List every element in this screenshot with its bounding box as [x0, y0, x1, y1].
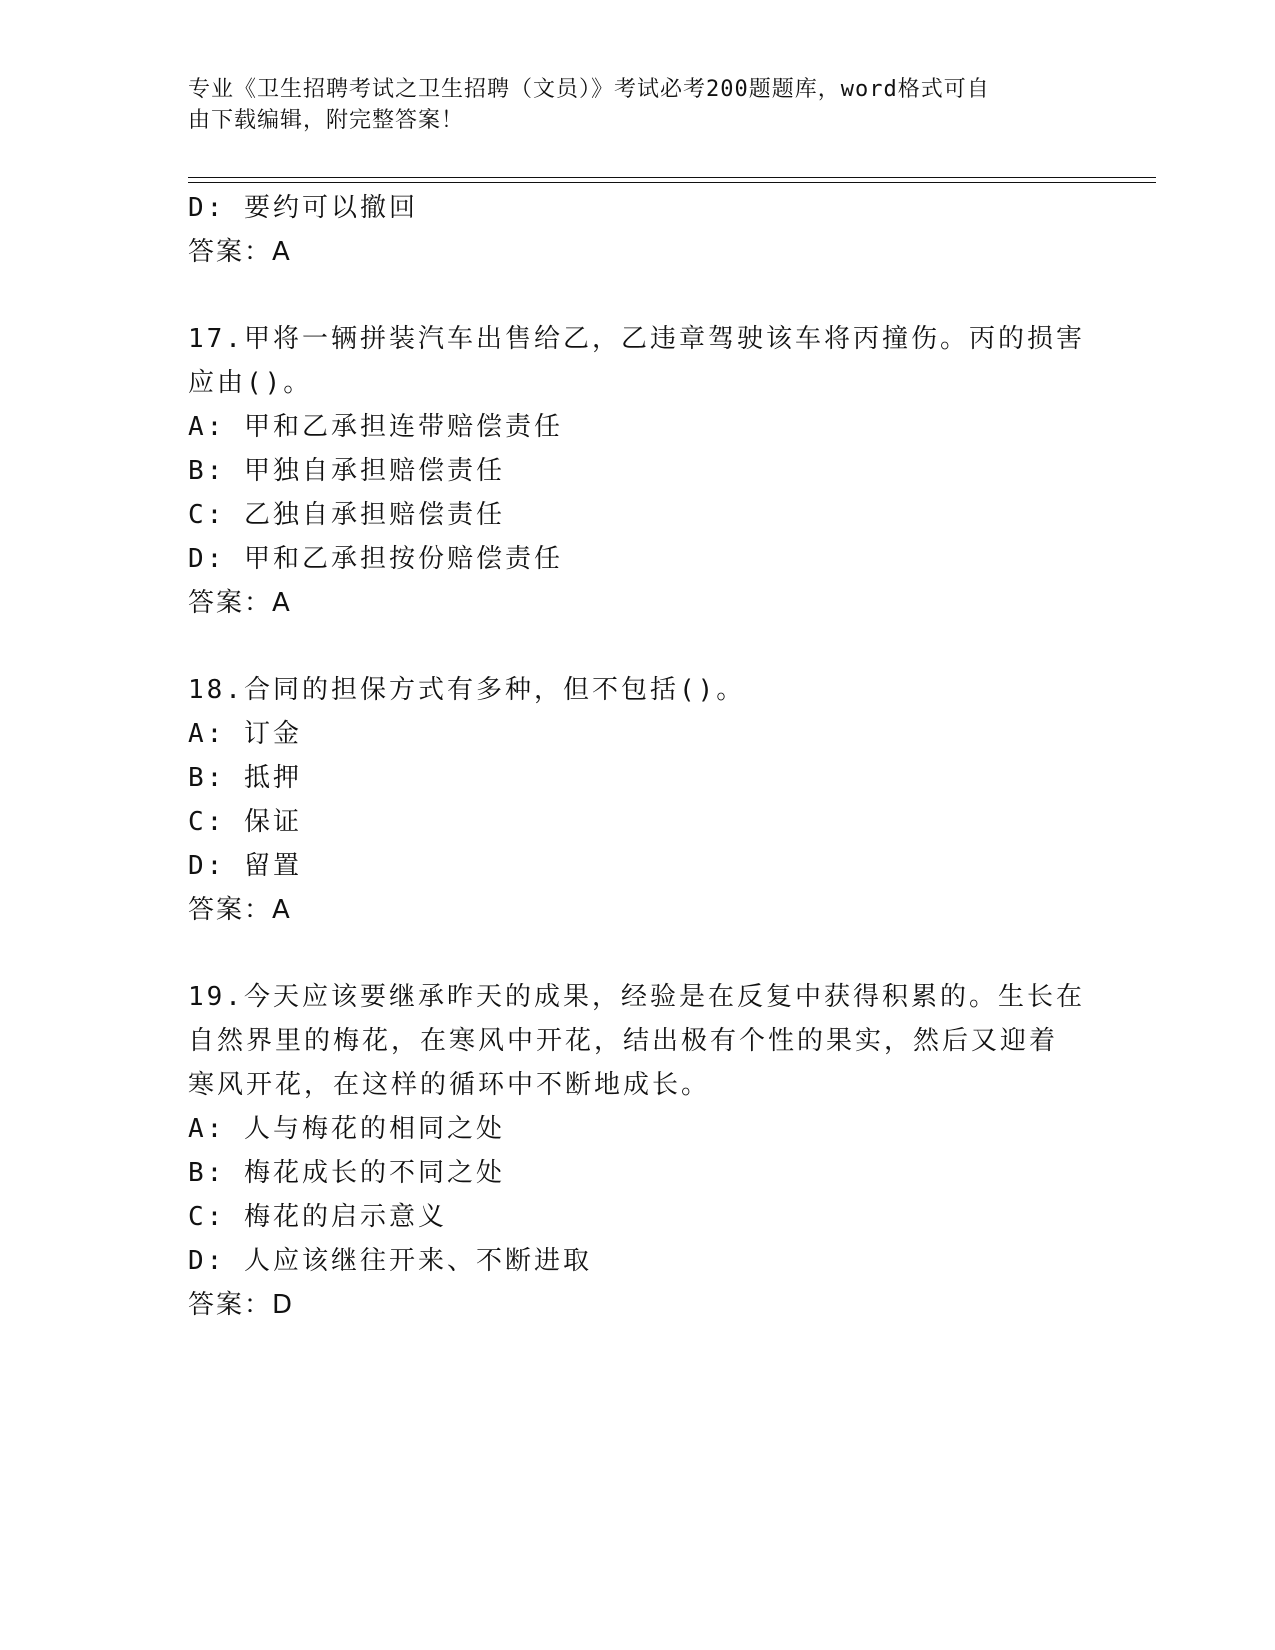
q18-option-d: D: 留置	[188, 851, 302, 881]
q17-stem-line-1: 17.甲将一辆拼装汽车出售给乙，乙违章驾驶该车将丙撞伤。丙的损害	[188, 324, 1085, 354]
document-header	[188, 74, 1068, 136]
q17-stem-line-2: 应由()。	[188, 368, 313, 398]
q18-option-c: C: 保证	[188, 807, 302, 837]
q19-option-d: D: 人应该继往开来、不断进取	[188, 1246, 592, 1276]
q19-option-c: C: 梅花的启示意义	[188, 1202, 447, 1232]
q17-option-d: D: 甲和乙承担按份赔偿责任	[188, 544, 563, 574]
prev-answer: 答案：A	[188, 237, 292, 267]
q18-option-a: A: 订金	[188, 719, 302, 749]
q19-answer: 答案：D	[188, 1290, 295, 1320]
q19-stem-line-3: 寒风开花，在这样的循环中不断地成长。	[188, 1070, 711, 1100]
q19-option-a: A: 人与梅花的相同之处	[188, 1114, 505, 1144]
q18-option-b: B: 抵押	[188, 763, 302, 793]
header-divider-bottom	[188, 182, 1156, 183]
q17-option-c: C: 乙独自承担赔偿责任	[188, 500, 505, 530]
q17-option-b: B: 甲独自承担赔偿责任	[188, 456, 505, 486]
prev-option-d: D: 要约可以撤回	[188, 193, 418, 223]
q19-option-b: B: 梅花成长的不同之处	[188, 1158, 505, 1188]
q19-stem-line-2: 自然界里的梅花，在寒风中开花，结出极有个性的果实，然后又迎着	[188, 1026, 1059, 1056]
q18-stem-line-1: 18.合同的担保方式有多种，但不包括()。	[188, 675, 746, 705]
q17-option-a: A: 甲和乙承担连带赔偿责任	[188, 412, 563, 442]
q18-answer: 答案：A	[188, 895, 292, 925]
header-line-1: 专业《卫生招聘考试之卫生招聘（文员）》考试必考200题题库，word格式可自	[188, 77, 990, 102]
q19-stem-line-1: 19.今天应该要继承昨天的成果，经验是在反复中获得积累的。生长在	[188, 982, 1085, 1012]
header-divider-top	[188, 177, 1156, 178]
header-line-2: 由下载编辑，附完整答案！	[188, 108, 465, 133]
q17-answer: 答案：A	[188, 588, 292, 618]
